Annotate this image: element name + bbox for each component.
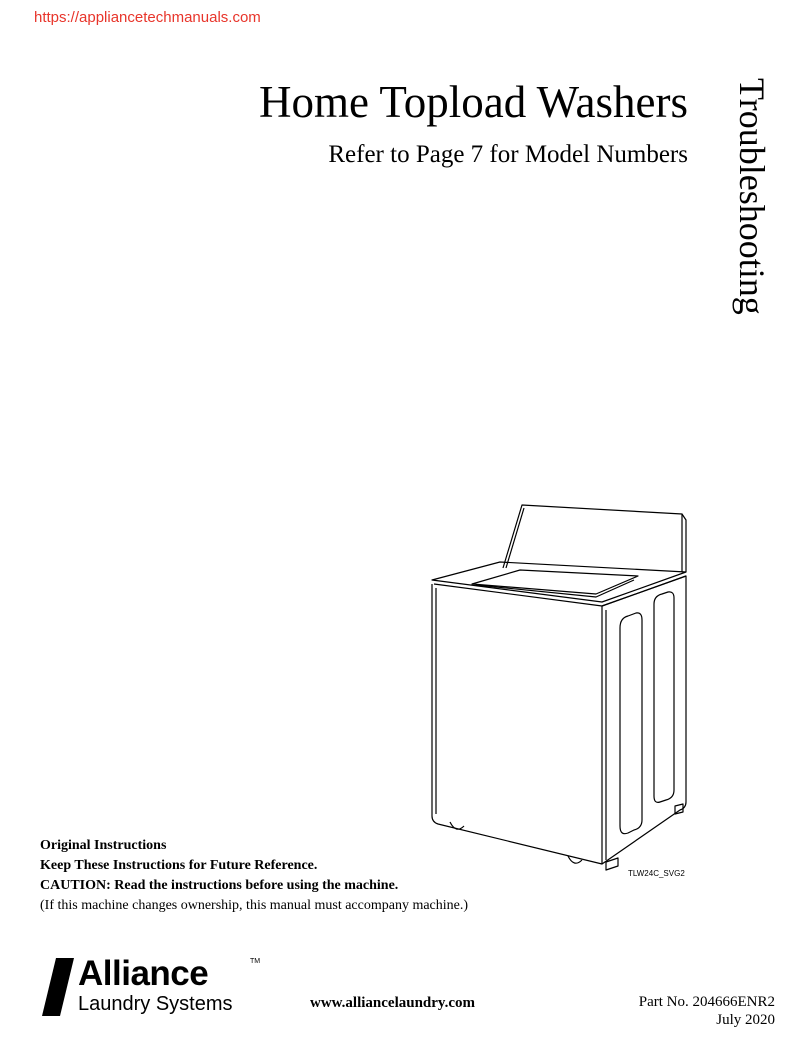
section-tab-label: Troubleshooting	[732, 78, 772, 315]
figure-id: TLW24C_SVG2	[628, 869, 685, 878]
instructions-block	[40, 836, 468, 916]
logo-trademark: TM	[250, 958, 261, 965]
alliance-logo	[40, 956, 280, 1018]
instructions-ownership-note: (If this machine changes ownership, this manual must accompany machine.)	[40, 898, 469, 913]
publication-date: July 2020	[716, 1012, 775, 1028]
source-url-link[interactable]: https://appliancetechmanuals.com	[34, 9, 261, 26]
instructions-caution: CAUTION: Read the instructions before using the machine.	[40, 878, 399, 893]
instructions-title: Original Instructions	[40, 838, 167, 853]
website-url: www.alliancelaundry.com	[310, 995, 476, 1011]
instructions-keep-note: Keep These Instructions for Future Reference.	[40, 858, 318, 873]
washer-illustration	[420, 500, 700, 880]
alliance-slash-icon	[42, 958, 74, 1016]
part-number-block	[639, 993, 775, 1029]
logo-subtitle: Laundry Systems	[78, 993, 233, 1015]
page-subtitle: Refer to Page 7 for Model Numbers	[328, 141, 688, 168]
page-title: Home Topload Washers	[259, 77, 688, 127]
logo-wordmark: Alliance	[78, 954, 209, 993]
part-number: Part No. 204666ENR2	[638, 994, 775, 1010]
